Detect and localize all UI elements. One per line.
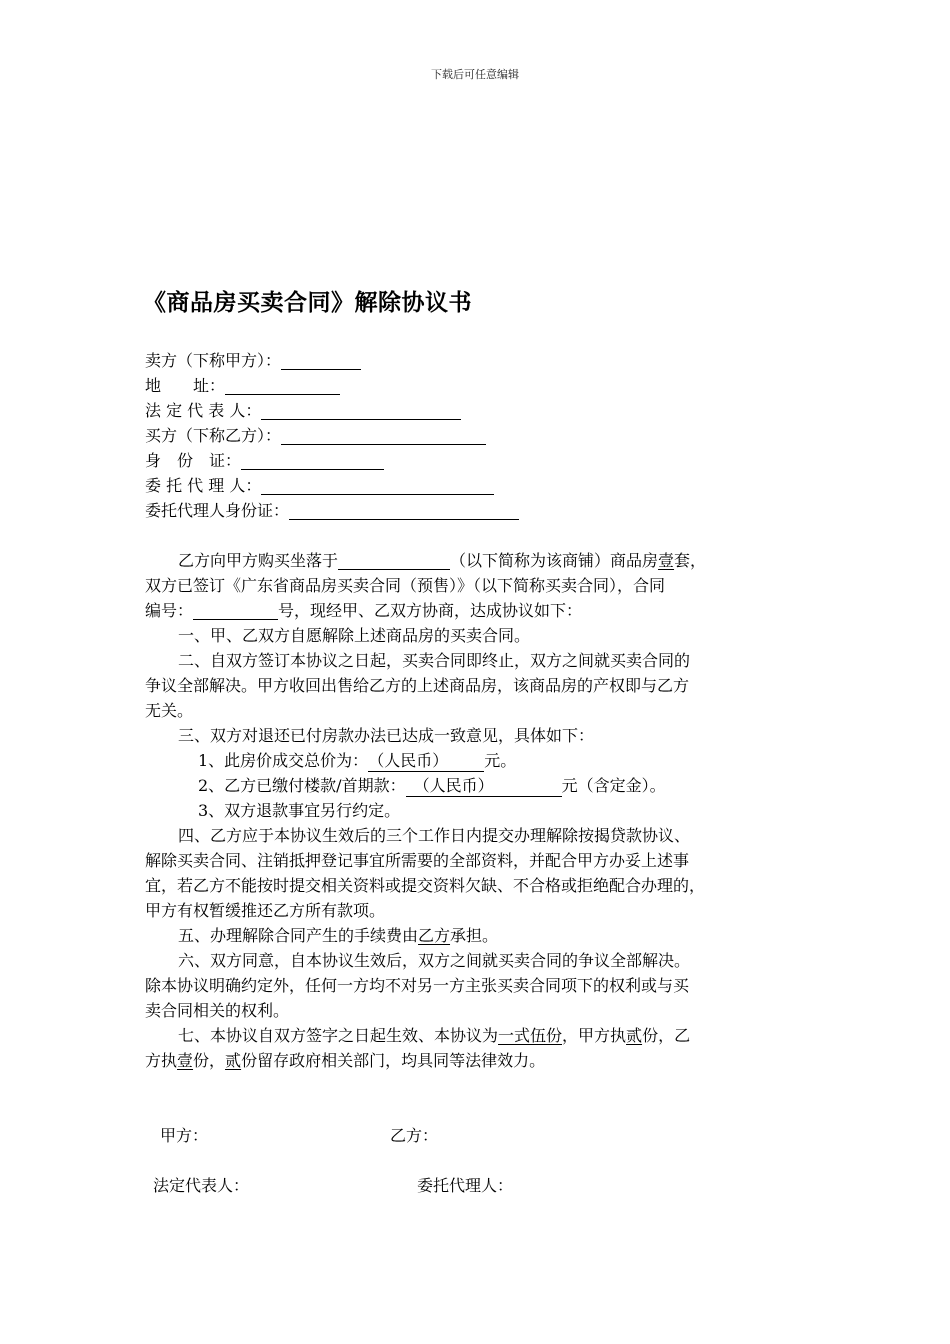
paid-amount-field[interactable] [406, 776, 562, 797]
address-blank[interactable] [225, 376, 340, 395]
buyer-row [145, 423, 486, 448]
clause-text: 份， [193, 1051, 226, 1070]
clause-text: ，甲方执 [562, 1026, 627, 1045]
document-title: 《商品房买卖合同》解除协议书 [143, 290, 472, 316]
clause-7-line-1 [178, 1023, 690, 1048]
clause-text: 元。 [484, 751, 517, 770]
legal-rep-blank[interactable] [261, 401, 461, 420]
intro-line-3 [145, 598, 582, 623]
buyer-label: 买方（下称乙方）： [145, 426, 282, 445]
clause-text: 元（含定金）。 [561, 776, 666, 795]
agent-label: 委 托 代 理 人： [145, 476, 262, 495]
seller-label: 卖方（下称甲方）： [145, 351, 282, 370]
clause-3-item-2 [198, 773, 666, 798]
clause-4-line-3: 宜，若乙方不能按时提交相关资料或提交资料欠缺、不合格或拒绝配合办理的， [145, 876, 706, 895]
legal-rep-label: 法 定 代 表 人： [145, 401, 262, 420]
intro-text: 号，现经甲、乙双方协商，达成协议如下： [278, 601, 583, 620]
clause-2-line-1: 二、自双方签订本协议之日起，买卖合同即终止，双方之间就买卖合同的 [178, 651, 691, 670]
id-card-blank[interactable] [241, 451, 384, 470]
contract-number-blank[interactable] [193, 601, 278, 620]
party-b-copies: 壹 [177, 1051, 194, 1070]
seller-blank[interactable] [281, 351, 361, 370]
clause-6-line-1: 六、双方同意，自本协议生效后，双方之间就买卖合同的争议全部解决。 [178, 951, 691, 970]
seller-row [145, 348, 361, 373]
legal-rep-row [145, 398, 461, 423]
buyer-blank[interactable] [281, 426, 486, 445]
clause-2-line-2: 争议全部解决。甲方收回出售给乙方的上述商品房，该商品房的产权即与乙方 [145, 676, 690, 695]
intro-line-1 [178, 548, 706, 573]
intro-text: 套， [674, 551, 707, 570]
clause-4-line-1: 四、乙方应于本协议生效后的三个工作日内提交办理解除按揭贷款协议、 [178, 826, 691, 845]
party-b-signature-label: 乙方： [390, 1126, 439, 1145]
clause-2-line-3: 无关。 [145, 701, 194, 720]
agent-row [145, 473, 494, 498]
clause-1: 一、甲、乙双方自愿解除上述商品房的买卖合同。 [178, 626, 531, 645]
agent-id-label: 委托代理人身份证： [145, 501, 290, 520]
location-blank[interactable] [338, 551, 450, 570]
clause-6-line-3: 卖合同相关的权利。 [145, 1001, 290, 1020]
currency-label: （人民币） [368, 751, 449, 770]
clause-3-item-3: 3、双方退款事宜另行约定。 [198, 801, 401, 820]
clause-text: 2、乙方已缴付楼款/首期款： [198, 776, 406, 795]
legal-rep-signature-label: 法定代表人： [153, 1176, 250, 1195]
agent-id-row [145, 498, 519, 523]
unit-count: 壹 [658, 551, 675, 570]
party-a-signature-label: 甲方： [160, 1126, 209, 1145]
address-label: 地 址： [145, 376, 226, 395]
clause-text: 承担。 [450, 926, 499, 945]
clause-text: 五、办理解除合同产生的手续费由 [178, 926, 419, 945]
agent-id-blank[interactable] [289, 501, 519, 520]
agent-blank[interactable] [261, 476, 494, 495]
total-price-field[interactable] [368, 751, 484, 772]
clause-text: 方执 [145, 1051, 178, 1070]
currency-label: （人民币） [413, 776, 494, 795]
agent-signature-label: 委托代理人： [417, 1176, 514, 1195]
clause-7-line-2 [145, 1048, 545, 1073]
clause-4-line-2: 解除买卖合同、注销抵押登记事宜所需要的全部资料，并配合甲方办妥上述事 [145, 851, 690, 870]
id-card-label: 身 份 证： [145, 451, 242, 470]
header-note: 下载后可任意编辑 [431, 68, 519, 81]
clause-3-line-1: 三、双方对退还已付房款办法已达成一致意见，具体如下： [178, 726, 595, 745]
clause-text: 1、此房价成交总价为： [198, 751, 369, 770]
id-card-row [145, 448, 384, 473]
clause-6-line-2: 除本协议明确约定外，任何一方均不对另一方主张买卖合同项下的权利或与买 [145, 976, 690, 995]
fee-payer: 乙方 [418, 926, 451, 945]
intro-text: 乙方向甲方购买坐落于 [178, 551, 339, 570]
copy-count: 一式伍份 [498, 1026, 563, 1045]
intro-text: （以下简称为该商铺）商品房 [450, 551, 659, 570]
clause-3-item-1 [198, 748, 516, 773]
clause-text: 份留存政府相关部门，均具同等法律效力。 [241, 1051, 546, 1070]
intro-text: 编号： [145, 601, 194, 620]
clause-5 [178, 923, 498, 948]
intro-line-2: 双方已签订《广东省商品房买卖合同（预售）》（以下简称买卖合同），合同 [145, 576, 666, 595]
address-row [145, 373, 340, 398]
clause-text: 份，乙 [642, 1026, 691, 1045]
clause-4-line-4: 甲方有权暂缓推还乙方所有款项。 [145, 901, 386, 920]
government-copies: 贰 [225, 1051, 242, 1070]
party-a-copies: 贰 [626, 1026, 643, 1045]
clause-text: 七、本协议自双方签字之日起生效、本协议为 [178, 1026, 499, 1045]
